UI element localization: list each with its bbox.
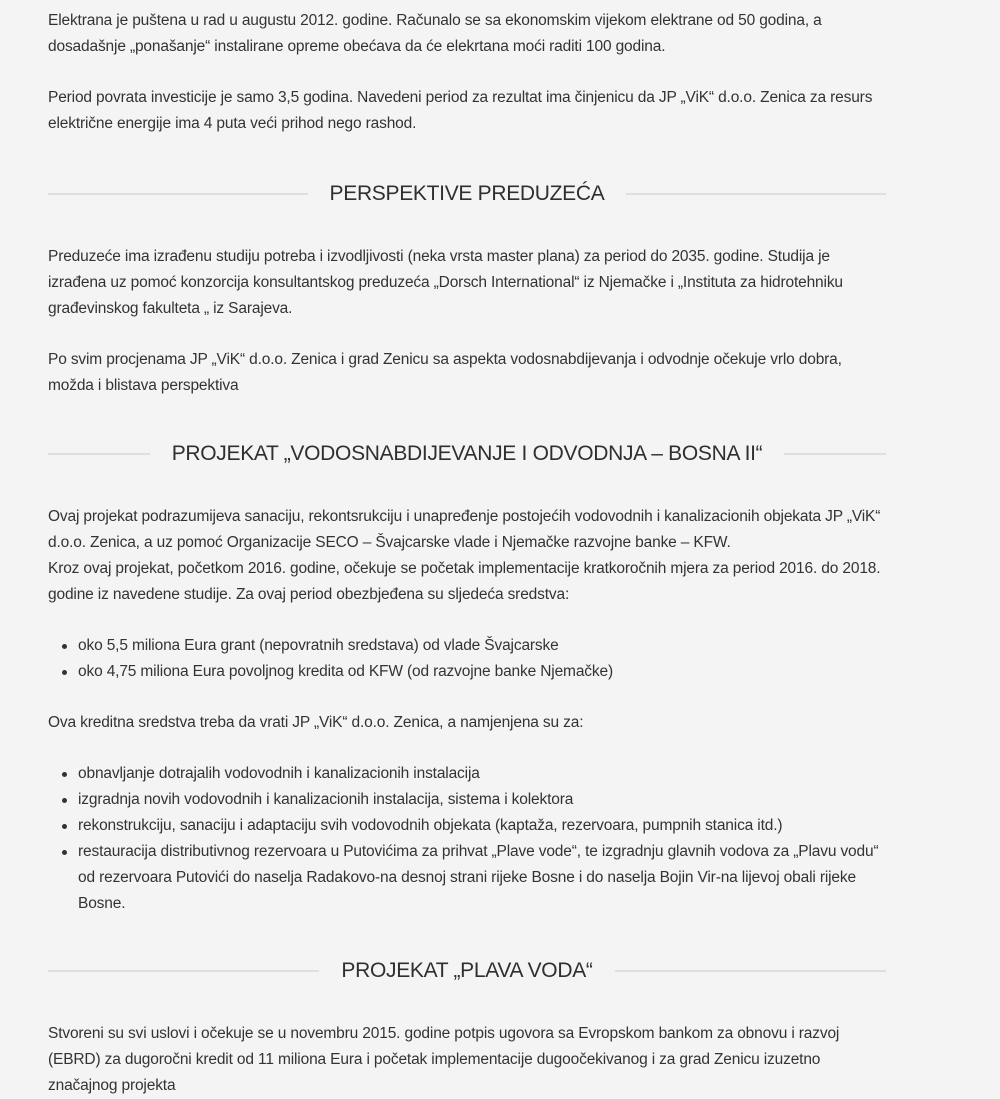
list-item: rekonstrukciju, sanaciju i adaptaciju svih vodovodnih objekata (kaptaža, rezervoara, pumpnih stanica itd.) <box>78 813 888 839</box>
section-heading-bosna <box>48 434 886 474</box>
section-title: PERSPEKTIVE PREDUZEĆA <box>329 182 605 205</box>
list-item: izgradnja novih vodovodnih i kanalizacionih instalacija, sistema i kolektora <box>78 787 888 813</box>
bosna-paragraph-2: Ova kreditna sredstva treba da vrati JP „ViK“ d.o.o. Zenica, a namjenjena su za: <box>48 714 584 731</box>
heading-divider-right <box>784 453 886 455</box>
funds-list <box>48 633 888 685</box>
heading-divider-right <box>626 193 886 195</box>
article-content <box>48 8 888 1099</box>
plava-paragraph-1: Stvoreni su svi uslovi i očekuje se u novembru 2015. godine potpis ugovora sa Evropskom bankom za obnovu i razvoj (EBRD) za dugoročni kredit od 11 miliona Eura i početak implementacije dugoočekivanog i za grad Zenicu izuzetno značajnog projekta <box>48 1025 840 1094</box>
list-item: obnavljanje dotrajalih vodovodnih i kanalizacionih instalacija <box>78 761 888 787</box>
section-heading-perspektive <box>48 174 886 214</box>
bosna-paragraph-1a: Ovaj projekat podrazumijeva sanaciju, rekontsrukciju i unapređenje postojećih vodovodnih i kanalizacionih objekata JP „ViK“ d.o.o. Zenica, a uz pomoć Organizacije SECO – Švajcarske vlade i Njemačke razvojne banke – KFW. <box>48 508 881 551</box>
heading-divider-left <box>48 453 150 455</box>
list-item: oko 4,75 miliona Eura povoljnog kredita od KFW (od razvojne banke Njemačke) <box>78 659 888 685</box>
uses-list <box>48 761 888 917</box>
heading-divider-left <box>48 193 308 195</box>
list-item: oko 5,5 miliona Eura grant (nepovratnih sredstava) od vlade Švajcarske <box>78 633 888 659</box>
perspektive-paragraph-2: Po svim procjenama JP „ViK“ d.o.o. Zenica i grad Zenicu sa aspekta vodosnabdijevanja i odvodnje očekuje vrlo dobra, možda i blistava perspektiva <box>48 351 842 394</box>
heading-divider-left <box>48 970 319 972</box>
intro-paragraph-1: Elektrana je puštena u rad u augustu 2012. godine. Računalo se sa ekonomskim vijekom elektrane od 50 godina, a dosadašnje „ponašanje“ instalirane opreme obećava da će elekrtana moći raditi 100 godina. <box>48 12 822 55</box>
list-item: restauracija distributivnog rezervoara u Putovićima za prihvat „Plave vode“, te izgradnju glavnih vodova za „Plavu vodu“ od rezervoara Putovići do naselja Radakovo-na desnoj strani rijeke Bosne i do naselja Bojin Vir-na lijevoj obali rijeke Bosne. <box>78 839 888 917</box>
bosna-paragraph-1b: Kroz ovaj projekat, početkom 2016. godine, očekuje se početak implementacije kratkoročnih mjera za period 2016. do 2018. godine iz navedene studije. Za ovaj period obezbjeđena su sljedeća sredstva: <box>48 560 881 603</box>
section-title: PROJEKAT „PLAVA VODA“ <box>341 959 593 982</box>
section-heading-plava <box>48 951 886 991</box>
heading-divider-right <box>615 970 886 972</box>
perspektive-paragraph-1: Preduzeće ima izrađenu studiju potreba i izvodljivosti (neka vrsta master plana) za period do 2035. godine. Studija je izrađena uz pomoć konzorcija konsultantskog preduzeća „Dorsch International“ iz Njemačke i „Instituta za hidrotehniku građevinskog fakulteta „ iz Sarajeva. <box>48 248 843 317</box>
intro-paragraph-2: Period povrata investicije je samo 3,5 godina. Navedeni period za rezultat ima činjenicu da JP „ViK“ d.o.o. Zenica za resurs električne energije ima 4 puta veći prihod nego rashod. <box>48 89 873 132</box>
section-title: PROJEKAT „VODOSNABDIJEVANJE I ODVODNJA – BOSNA II“ <box>171 442 763 465</box>
